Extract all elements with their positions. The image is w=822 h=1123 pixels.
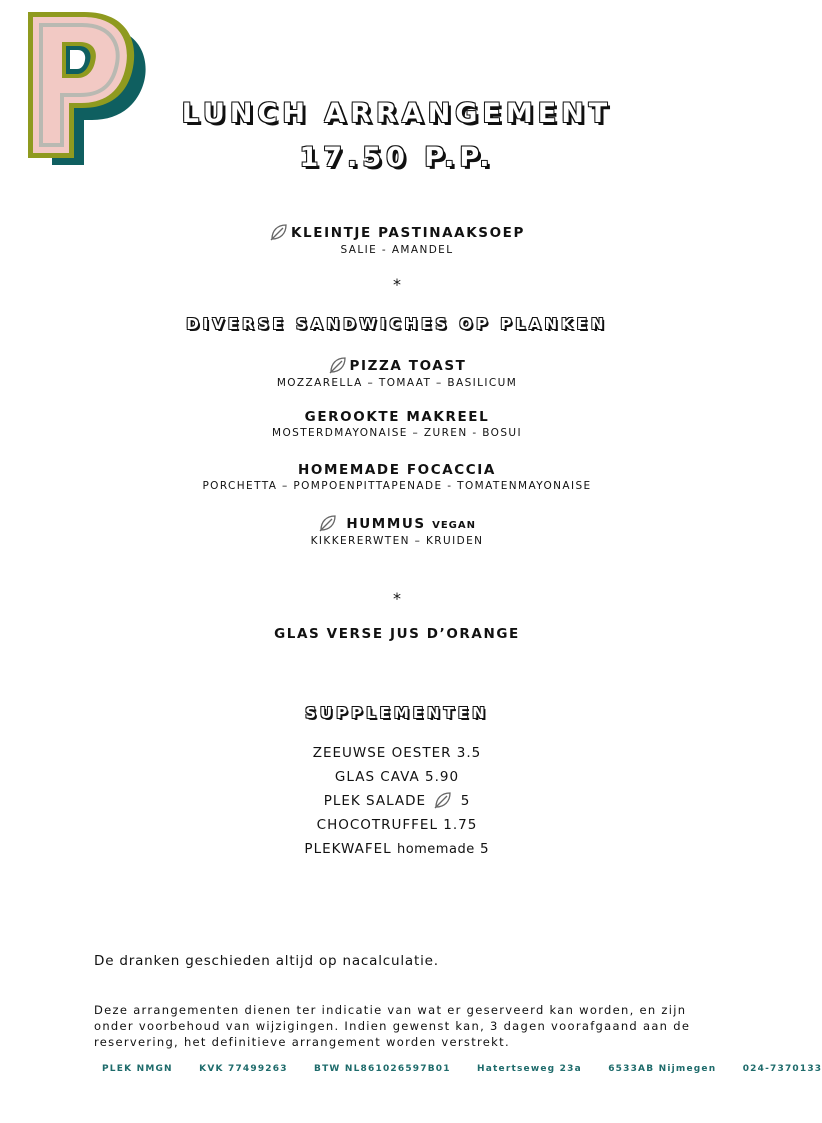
sandwich-item — [0, 462, 794, 492]
sandwich-item — [0, 513, 794, 547]
sandwich-desc: MOSTERDMAYONAISE – ZUREN - BOSUI — [272, 427, 522, 439]
sandwich-desc: MOZZARELLA – TOMAAT – BASILICUM — [276, 377, 518, 389]
supplement-item: PLEKWAFEL homemade 5 — [304, 841, 490, 857]
footer-btw: BTW NL861026597B01 — [314, 1064, 451, 1074]
sandwich-item — [0, 355, 794, 389]
soup-name: KLEINTJE PASTINAAKSOEP — [291, 225, 525, 241]
supplement-item: GLAS CAVA 5.90 — [334, 769, 460, 785]
footer-street: Hatertseweg 23a — [477, 1064, 582, 1074]
supplements-list — [0, 741, 794, 862]
soup-desc: SALIE - AMANDEL — [340, 244, 454, 256]
price-per-person: 17.50 P.P. — [299, 142, 495, 173]
supplement-item: CHOCOTRUFFEL 1.75 — [316, 817, 478, 833]
leaf-icon — [433, 790, 453, 810]
vegan-tag: VEGAN — [432, 520, 476, 531]
separator-star: * — [393, 589, 401, 608]
leaf-icon — [269, 222, 289, 242]
soup-item — [0, 222, 794, 256]
sandwich-section-heading: DIVERSE SANDWICHES OP PLANKEN — [186, 315, 608, 333]
footer-kvk: KVK 77499263 — [199, 1064, 288, 1074]
footer-phone: 024-7370133 — [742, 1064, 822, 1074]
drinks-note: De dranken geschieden altijd op nacalculatie. — [94, 953, 439, 969]
sandwich-name: PIZZA TOAST — [349, 358, 467, 374]
sandwich-name: HUMMUS — [346, 516, 426, 532]
sandwich-item — [0, 409, 794, 439]
disclaimer: Deze arrangementen dienen ter indicatie van wat er geserveerd kan worden, en zijn onder voorbehoud van wijzigingen. Indien gewenst kan, 3 dagen voorafgaand aan de reservering, het definitieve arrangement worden verstrekt. — [94, 1003, 691, 1049]
soup-name-line — [0, 222, 794, 242]
separator-star: * — [393, 275, 401, 294]
leaf-icon — [328, 355, 348, 375]
page-title: LUNCH ARRANGEMENT — [181, 98, 613, 129]
leaf-icon — [318, 513, 338, 533]
drink-item: GLAS VERSE JUS D’ORANGE — [274, 626, 520, 642]
supplement-item: PLEK SALADE 5 — [0, 789, 794, 813]
supplement-item: ZEEUWSE OESTER 3.5 — [312, 745, 482, 761]
supplements-heading: SUPPLEMENTEN — [305, 704, 489, 722]
sandwich-name: GEROOKTE MAKREEL — [304, 409, 490, 425]
sandwich-name: HOMEMADE FOCACCIA — [298, 462, 496, 478]
footer-name: PLEK NMGN — [102, 1064, 173, 1074]
sandwich-desc: KIKKERERWTEN – KRUIDEN — [310, 535, 484, 547]
footer — [102, 1064, 822, 1074]
footer-city: 6533AB Nijmegen — [608, 1064, 717, 1074]
sandwich-desc: PORCHETTA – POMPOENPITTAPENADE - TOMATENMAYONAISE — [202, 480, 592, 492]
